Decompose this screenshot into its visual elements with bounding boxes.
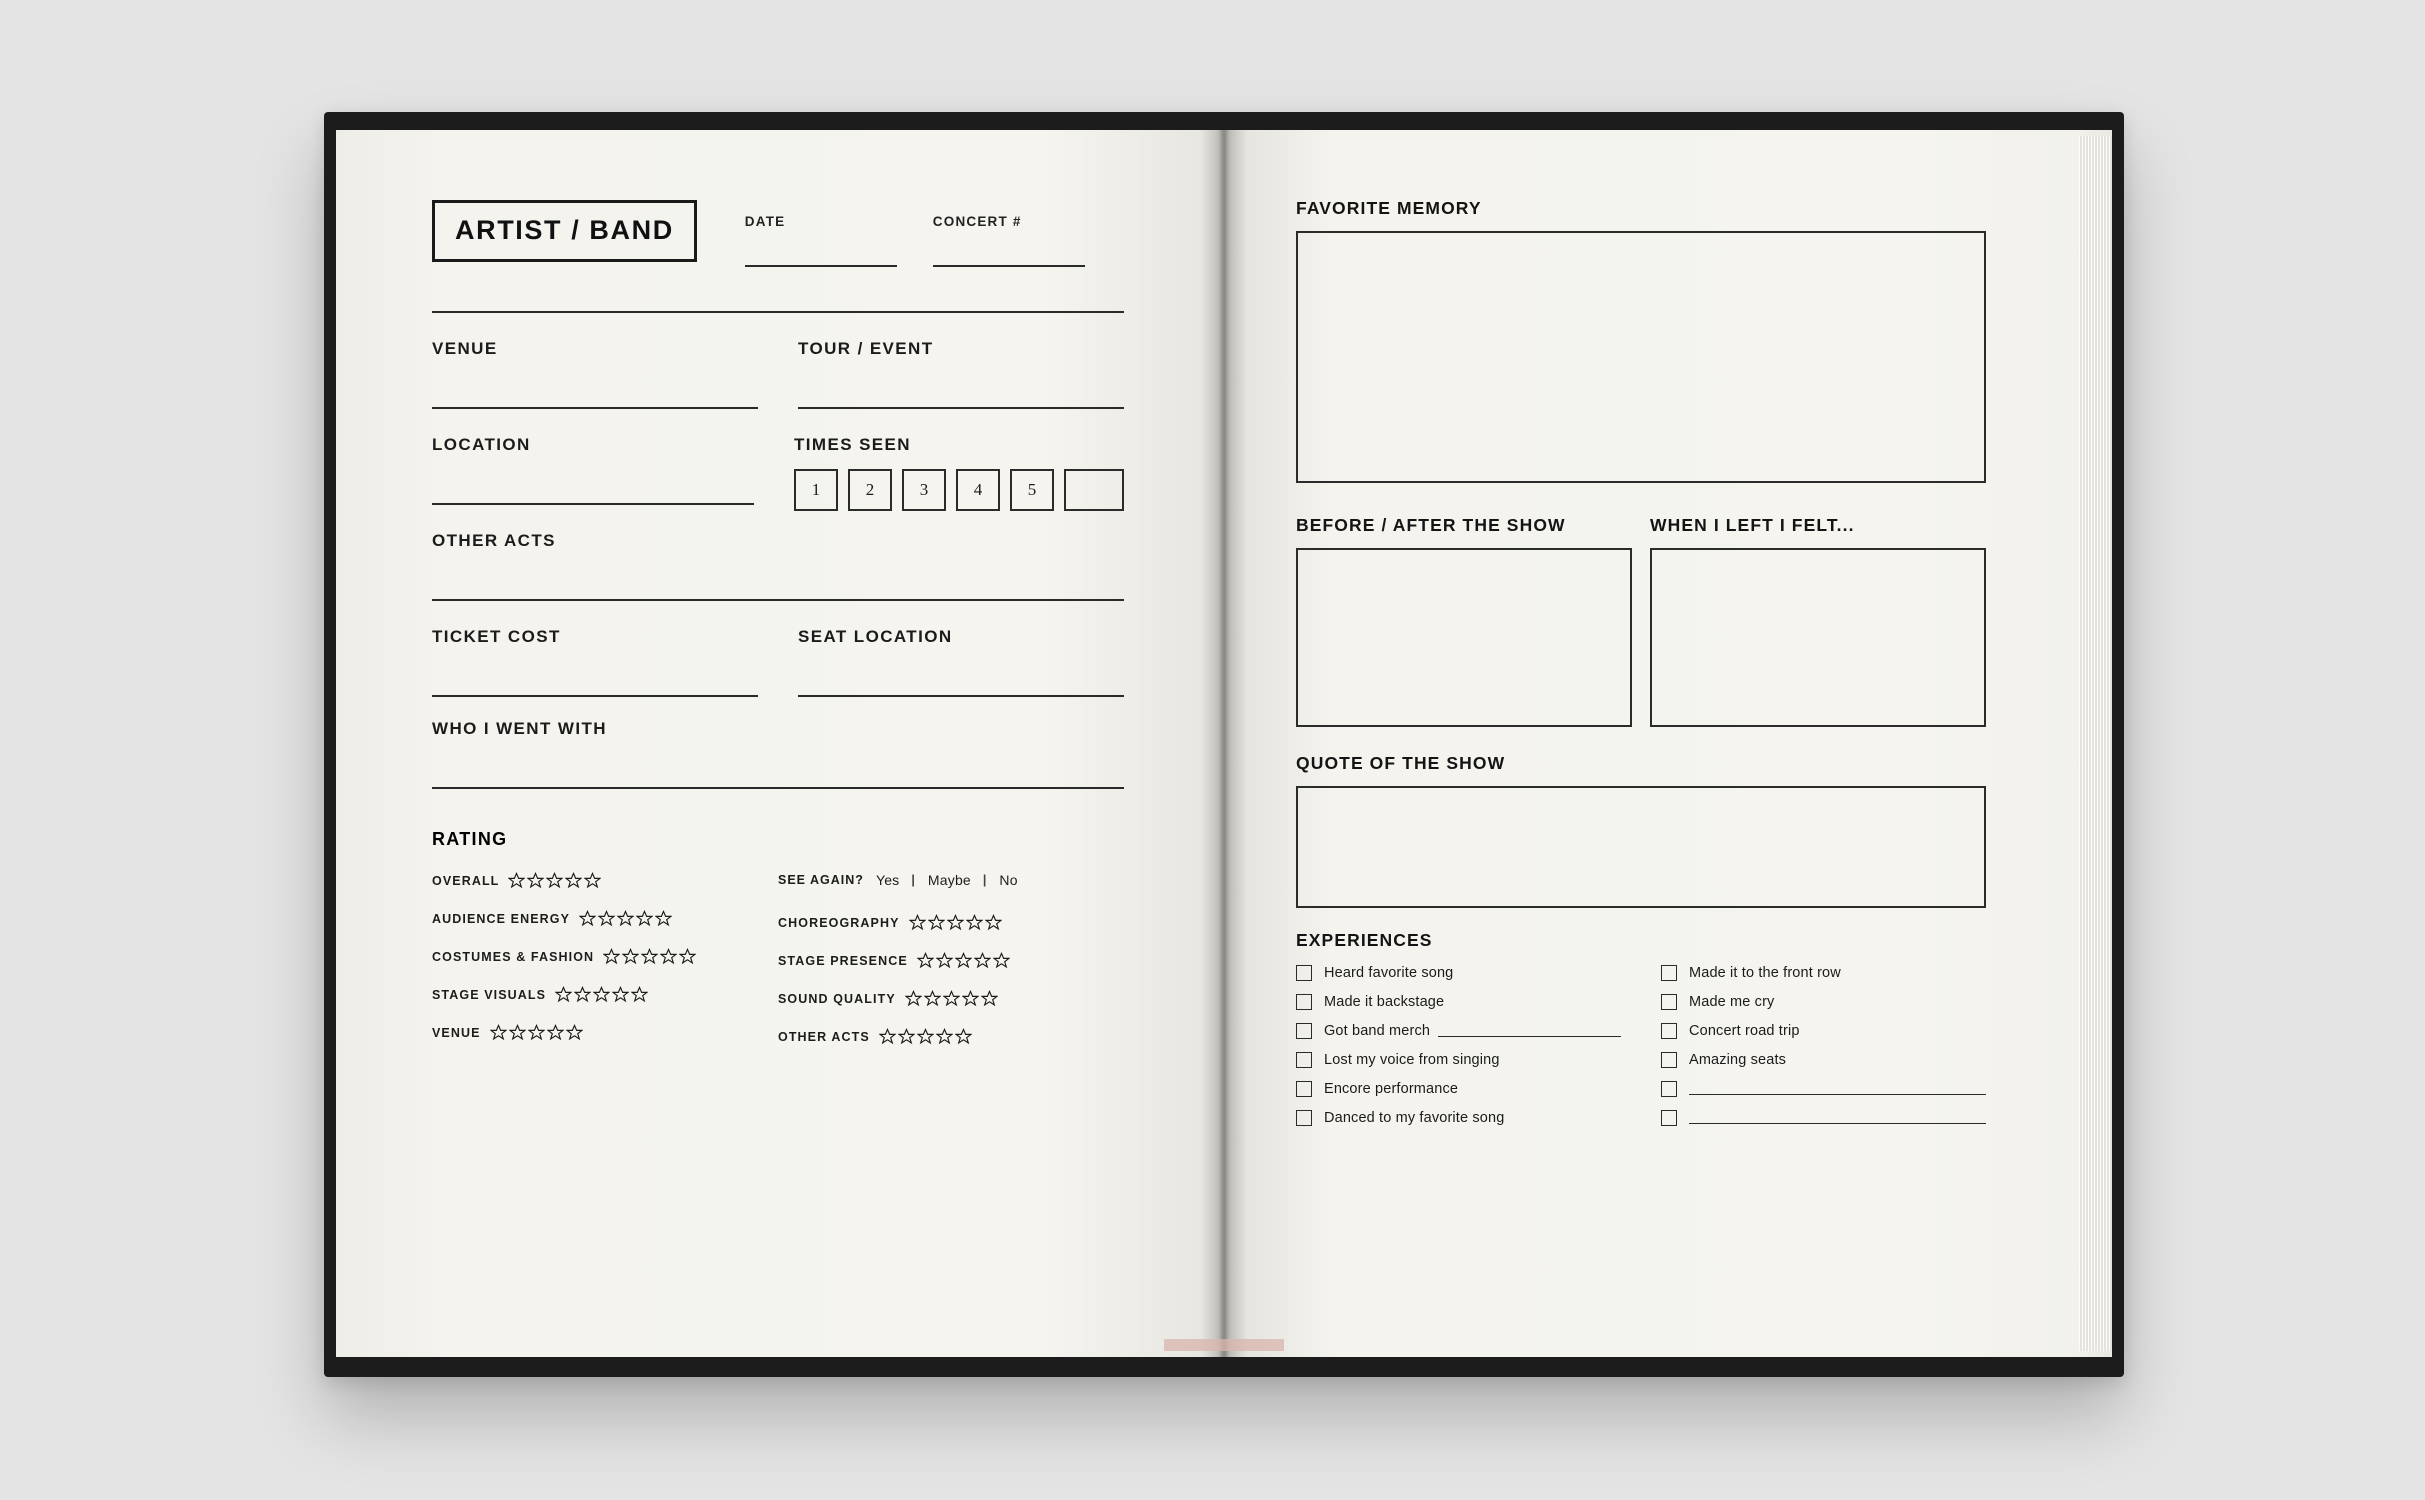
star-icon[interactable] [898, 1028, 915, 1045]
ticket-cost-label: TICKET COST [432, 627, 561, 646]
date-field[interactable] [745, 214, 897, 267]
rating-label-stage-presence: STAGE PRESENCE [778, 953, 908, 968]
star-icon[interactable] [509, 1024, 526, 1041]
other-acts-input-line[interactable] [432, 599, 1124, 601]
rating-stars-stage-presence[interactable] [917, 952, 1010, 969]
seat-location-label: SEAT LOCATION [798, 627, 953, 646]
tour-event-input-line[interactable] [798, 407, 1124, 409]
experience-item-custom-1[interactable] [1661, 1081, 1986, 1097]
top-fields [745, 214, 1085, 267]
ticket-cost-field[interactable] [432, 627, 758, 697]
star-icon[interactable] [508, 872, 525, 889]
times-seen-option-2[interactable]: 2 [848, 469, 892, 511]
times-seen-option-1[interactable]: 1 [794, 469, 838, 511]
experience-label: Concert road trip [1689, 1023, 1800, 1039]
experience-label: Lost my voice from singing [1324, 1052, 1500, 1068]
rating-label-choreography: CHOREOGRAPHY [778, 915, 900, 930]
checkbox-icon[interactable] [1661, 1110, 1677, 1126]
star-icon[interactable] [985, 914, 1002, 931]
star-icon[interactable] [612, 986, 629, 1003]
rating-row-costumes-fashion [432, 948, 778, 965]
right-page-content [1296, 198, 1986, 1139]
rating-section [432, 872, 1124, 1066]
star-icon[interactable] [660, 948, 677, 965]
star-icon[interactable] [966, 914, 983, 931]
location-times-row [432, 435, 1124, 511]
star-icon[interactable] [579, 910, 596, 927]
experience-item-front-row[interactable] [1661, 965, 1986, 981]
star-icon[interactable] [981, 990, 998, 1007]
see-again-separator: | [982, 873, 988, 887]
rating-stars-overall[interactable] [508, 872, 601, 889]
checkbox-icon[interactable] [1661, 1081, 1677, 1097]
rating-row-stage-presence [778, 952, 1124, 969]
experience-label: Made it to the front row [1689, 965, 1841, 981]
rating-label-sound-quality: SOUND QUALITY [778, 991, 896, 1006]
rating-label-stage-visuals: STAGE VISUALS [432, 987, 547, 1002]
star-icon[interactable] [947, 914, 964, 931]
star-icon[interactable] [974, 952, 991, 969]
times-seen-option-custom[interactable] [1064, 469, 1124, 511]
star-icon[interactable] [917, 952, 934, 969]
experience-item-got-band-merch[interactable] [1296, 1023, 1621, 1039]
star-icon[interactable] [641, 948, 658, 965]
star-icon[interactable] [546, 872, 563, 889]
notebook-pages [336, 130, 2112, 1357]
left-page [336, 130, 1224, 1357]
times-seen-option-4[interactable]: 4 [956, 469, 1000, 511]
star-icon[interactable] [924, 990, 941, 1007]
star-icon[interactable] [679, 948, 696, 965]
star-icon[interactable] [955, 952, 972, 969]
other-acts-field[interactable] [432, 531, 1124, 601]
venue-label: VENUE [432, 339, 498, 358]
star-icon[interactable] [547, 1024, 564, 1041]
concert-number-input-line[interactable] [933, 265, 1085, 267]
rating-row-stage-visuals [432, 986, 778, 1003]
concert-number-field[interactable] [933, 214, 1085, 267]
star-icon[interactable] [603, 948, 620, 965]
experience-write-in-line[interactable] [1689, 1112, 1986, 1124]
rating-column-left [432, 872, 778, 1066]
location-input-line[interactable] [432, 503, 754, 505]
star-icon[interactable] [555, 986, 572, 1003]
experience-label: Got band merch [1324, 1023, 1431, 1039]
concert-number-label: CONCERT # [932, 214, 1022, 229]
location-label: LOCATION [432, 435, 531, 454]
rating-row-venue [432, 1024, 778, 1041]
experience-label: Danced to my favorite song [1324, 1110, 1505, 1126]
checkbox-icon[interactable] [1661, 965, 1677, 981]
see-again-option-yes[interactable]: Yes [875, 872, 900, 888]
mid-sections [1296, 489, 1986, 727]
checkbox-icon[interactable] [1296, 994, 1312, 1010]
times-seen-options [794, 469, 1124, 511]
star-icon[interactable] [962, 990, 979, 1007]
before-after-heading: BEFORE / AFTER THE SHOW [1296, 515, 1566, 535]
experience-label: Made it backstage [1324, 994, 1445, 1010]
experience-item-made-me-cry[interactable] [1661, 994, 1986, 1010]
before-after-textarea[interactable] [1296, 548, 1632, 727]
rating-stars-sound-quality[interactable] [905, 990, 998, 1007]
star-icon[interactable] [631, 986, 648, 1003]
rating-row-sound-quality [778, 990, 1124, 1007]
star-icon[interactable] [490, 1024, 507, 1041]
rating-stars-venue[interactable] [490, 1024, 583, 1041]
star-icon[interactable] [936, 952, 953, 969]
left-page-content [432, 200, 1124, 1066]
checkbox-icon[interactable] [1661, 1052, 1677, 1068]
star-icon[interactable] [622, 948, 639, 965]
star-icon[interactable] [943, 990, 960, 1007]
experience-label: Amazing seats [1689, 1052, 1787, 1068]
notebook [324, 112, 2124, 1377]
experience-write-in-line[interactable] [1438, 1025, 1621, 1037]
artist-band-title: ARTIST / BAND [432, 200, 697, 262]
date-label: DATE [744, 214, 786, 229]
star-icon[interactable] [593, 986, 610, 1003]
who-i-went-with-field[interactable] [432, 719, 1124, 789]
title-row [432, 200, 1124, 267]
star-icon[interactable] [528, 1024, 545, 1041]
star-icon[interactable] [879, 1028, 896, 1045]
venue-input-line[interactable] [432, 407, 758, 409]
star-icon[interactable] [636, 910, 653, 927]
checkbox-icon[interactable] [1296, 1081, 1312, 1097]
star-icon[interactable] [917, 1028, 934, 1045]
rating-row-choreography [778, 914, 1124, 931]
right-page [1224, 130, 2112, 1357]
venue-tour-row [432, 339, 1124, 409]
seat-location-field[interactable] [798, 627, 1124, 697]
checkbox-icon[interactable] [1296, 965, 1312, 981]
rating-heading: RATING [432, 829, 508, 849]
rating-stars-choreography[interactable] [909, 914, 1002, 931]
checkbox-icon[interactable] [1661, 994, 1677, 1010]
star-icon[interactable] [617, 910, 634, 927]
star-icon[interactable] [655, 910, 672, 927]
see-again-option-no[interactable]: No [999, 872, 1018, 888]
checkbox-icon[interactable] [1296, 1052, 1312, 1068]
times-seen-option-3[interactable]: 3 [902, 469, 946, 511]
experience-item-custom-2[interactable] [1661, 1110, 1986, 1126]
favorite-memory-heading: FAVORITE MEMORY [1296, 198, 1482, 218]
rating-row-other-acts [778, 1028, 1124, 1045]
rating-label-costumes-fashion: COSTUMES & FASHION [432, 949, 595, 964]
experience-label: Made me cry [1689, 994, 1775, 1010]
times-seen-field [794, 435, 1124, 511]
checkbox-icon[interactable] [1296, 1110, 1312, 1126]
quote-heading: QUOTE OF THE SHOW [1296, 753, 1506, 773]
rating-stars-costumes-fashion[interactable] [603, 948, 696, 965]
before-after-section [1296, 489, 1632, 727]
tour-event-label: TOUR / EVENT [798, 339, 934, 358]
rating-label-venue: VENUE [432, 1025, 481, 1040]
rating-label-audience-energy: AUDIENCE ENERGY [432, 911, 571, 926]
star-icon[interactable] [928, 914, 945, 931]
location-field[interactable] [432, 435, 754, 511]
rating-row-audience-energy [432, 910, 778, 927]
experience-item-encore-performance[interactable] [1296, 1081, 1621, 1097]
star-icon[interactable] [584, 872, 601, 889]
experience-item-amazing-seats[interactable] [1661, 1052, 1986, 1068]
cost-seat-row [432, 627, 1124, 697]
see-again-option-maybe[interactable]: Maybe [927, 872, 971, 888]
rating-stars-other-acts[interactable] [879, 1028, 972, 1045]
when-i-left-heading: WHEN I LEFT I FELT... [1650, 515, 1855, 535]
checkbox-icon[interactable] [1296, 1023, 1312, 1039]
experiences-column-left [1296, 965, 1621, 1139]
star-icon[interactable] [565, 872, 582, 889]
rating-stars-audience-energy[interactable] [579, 910, 672, 927]
experience-item-made-it-backstage[interactable] [1296, 994, 1621, 1010]
star-icon[interactable] [955, 1028, 972, 1045]
experiences-list [1296, 965, 1986, 1139]
when-i-left-section [1650, 489, 1986, 727]
star-icon[interactable] [566, 1024, 583, 1041]
who-i-went-with-label: WHO I WENT WITH [432, 719, 607, 738]
seat-location-input-line[interactable] [798, 695, 1124, 697]
rating-row-overall [432, 872, 778, 889]
see-again-row [778, 872, 1124, 888]
rating-column-right [778, 872, 1124, 1066]
rating-stars-stage-visuals[interactable] [555, 986, 648, 1003]
times-seen-option-5[interactable]: 5 [1010, 469, 1054, 511]
date-input-line[interactable] [745, 265, 897, 267]
spine-ribbon [1164, 1339, 1284, 1351]
see-again-label: SEE AGAIN? [778, 873, 864, 887]
see-again-separator: | [911, 873, 916, 887]
star-icon[interactable] [909, 914, 926, 931]
times-seen-label: TIMES SEEN [794, 435, 911, 454]
experience-item-danced-to-favorite-song[interactable] [1296, 1110, 1621, 1126]
star-icon[interactable] [936, 1028, 953, 1045]
star-icon[interactable] [993, 952, 1010, 969]
experience-label: Encore performance [1324, 1081, 1459, 1097]
venue-field[interactable] [432, 339, 758, 409]
ticket-cost-input-line[interactable] [432, 695, 758, 697]
star-icon[interactable] [527, 872, 544, 889]
who-i-went-with-input-line[interactable] [432, 787, 1124, 789]
artist-name-input-line[interactable] [432, 311, 1124, 313]
quote-textarea[interactable] [1296, 786, 1986, 908]
rating-label-overall: OVERALL [432, 873, 500, 888]
experiences-heading: EXPERIENCES [1296, 930, 1433, 950]
experience-write-in-line[interactable] [1689, 1083, 1986, 1095]
experience-label: Heard favorite song [1324, 965, 1454, 981]
star-icon[interactable] [905, 990, 922, 1007]
checkbox-icon[interactable] [1661, 1023, 1677, 1039]
experiences-column-right [1661, 965, 1986, 1139]
when-i-left-textarea[interactable] [1650, 548, 1986, 727]
experience-item-concert-road-trip[interactable] [1661, 1023, 1986, 1039]
star-icon[interactable] [598, 910, 615, 927]
star-icon[interactable] [574, 986, 591, 1003]
tour-event-field[interactable] [798, 339, 1124, 409]
experience-item-lost-my-voice[interactable] [1296, 1052, 1621, 1068]
favorite-memory-textarea[interactable] [1296, 231, 1986, 483]
rating-label-other-acts: OTHER ACTS [778, 1029, 870, 1044]
other-acts-label: OTHER ACTS [432, 531, 556, 550]
page-edge-stack [2079, 136, 2112, 1351]
experience-item-heard-favorite-song[interactable] [1296, 965, 1621, 981]
